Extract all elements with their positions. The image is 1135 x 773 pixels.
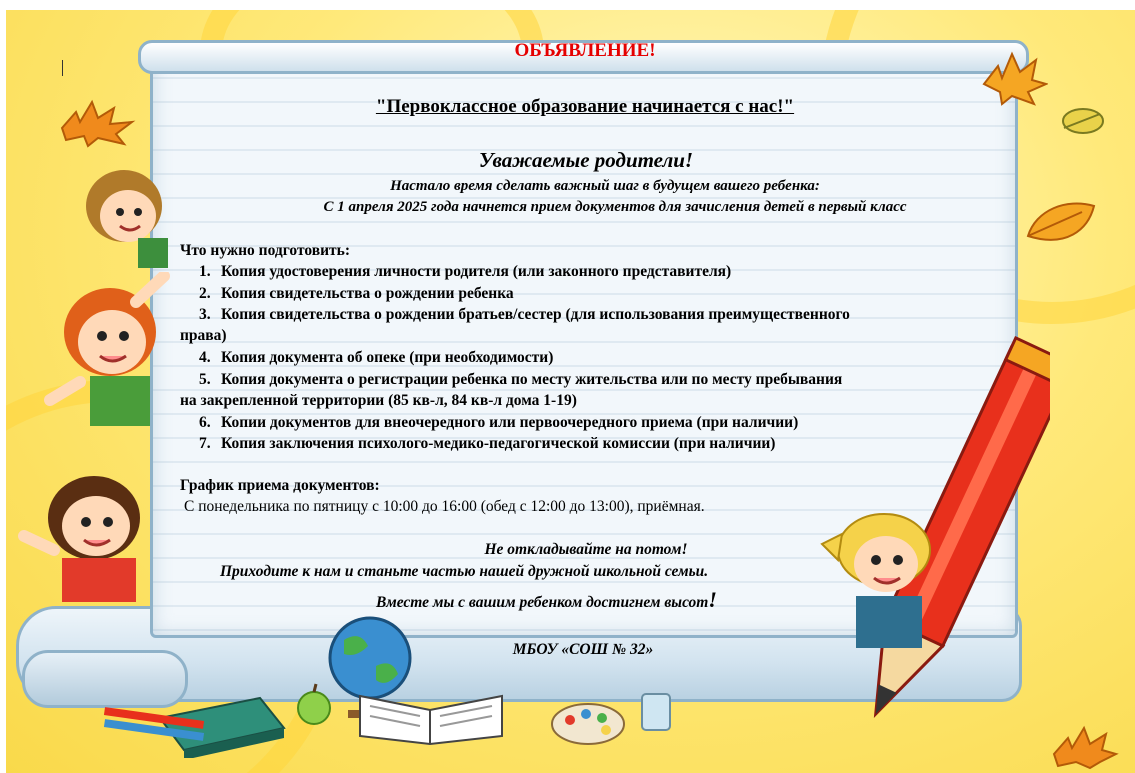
list-item [199, 285, 514, 303]
child-illustration [78, 160, 168, 270]
list-item-text: Копия свидетельства о рождении ребенка [221, 285, 514, 302]
paint-palette-icon [548, 698, 628, 748]
list-item-text: Копия свидетельства о рождении братьев/сестер (для использования преимущественного [221, 306, 850, 323]
list-item-text: Копии документов для внеочередного или первоочередного приема (при наличии) [221, 414, 799, 431]
schedule-text: С понедельника по пятницу с 10:00 до 16:00 (обед с 12:00 до 13:00), приёмная. [184, 498, 705, 515]
child-illustration [812, 504, 942, 654]
list-item [199, 414, 798, 432]
paint-jar-icon [636, 688, 676, 734]
announcement-title: ОБЪЯВЛЕНИЕ! [514, 40, 656, 61]
closing-line: Не откладывайте на потом! [484, 541, 688, 558]
autumn-leaf-icon [1060, 104, 1106, 138]
prepare-heading: Что нужно подготовить: [180, 242, 351, 259]
list-item-number: 3. [199, 306, 211, 323]
intro-line: Настало время сделать важный шаг в будущем вашего ребенка: [390, 178, 820, 194]
closing-line: Приходите к нам и станьте частью нашей дружной школьной семьи. [220, 563, 709, 580]
schedule-heading: График приема документов: [180, 477, 380, 494]
list-item-text: Копия удостоверения личности родителя (или законного представителя) [221, 263, 732, 280]
closing-exclamation: ! [708, 587, 717, 612]
list-item [199, 371, 842, 389]
school-signature: МБОУ «СОШ № 32» [512, 641, 654, 658]
list-item [199, 435, 775, 453]
list-item-number: 1. [199, 263, 211, 280]
book-icon [356, 676, 506, 746]
list-item-text: Копия документа об опеке (при необходимости) [221, 349, 554, 366]
closing-line [376, 587, 717, 613]
list-item-number: 7. [199, 435, 211, 452]
list-item [199, 306, 850, 324]
greeting: Уважаемые родители! [478, 148, 694, 172]
autumn-leaf-icon [1050, 724, 1120, 770]
list-item-number: 4. [199, 349, 211, 366]
list-item-continuation: права) [180, 327, 227, 344]
child-illustration [40, 272, 170, 432]
list-item-number: 6. [199, 414, 211, 431]
list-item [199, 263, 731, 281]
intro-line: С 1 апреля 2025 года начнется прием документов для зачисления детей в первый класс [323, 199, 907, 215]
child-illustration [18, 466, 168, 606]
list-item [199, 349, 553, 367]
autumn-leaf-icon [58, 98, 136, 148]
list-item-number: 5. [199, 371, 211, 388]
list-item-text: Копия заключения психолого-медико-педагогической комиссии (при наличии) [221, 435, 776, 452]
text-cursor [62, 60, 63, 76]
window-edge [0, 0, 6, 773]
list-item-number: 2. [199, 285, 211, 302]
apple-icon [292, 682, 336, 726]
pencil-set-icon [100, 700, 220, 750]
autumn-leaf-icon [1022, 196, 1100, 252]
closing-line-text: Вместе мы с вашим ребенком достигнем высот [376, 594, 709, 611]
autumn-leaf-icon [978, 48, 1048, 108]
slogan: "Первоклассное образование начинается с нас!" [375, 96, 795, 117]
window-edge [0, 0, 1135, 10]
list-item-continuation: на закрепленной территории (85 кв-л, 84 кв-л дома 1-19) [180, 392, 577, 409]
list-item-text: Копия документа о регистрации ребенка по месту жительства или по месту пребывания [221, 371, 843, 388]
